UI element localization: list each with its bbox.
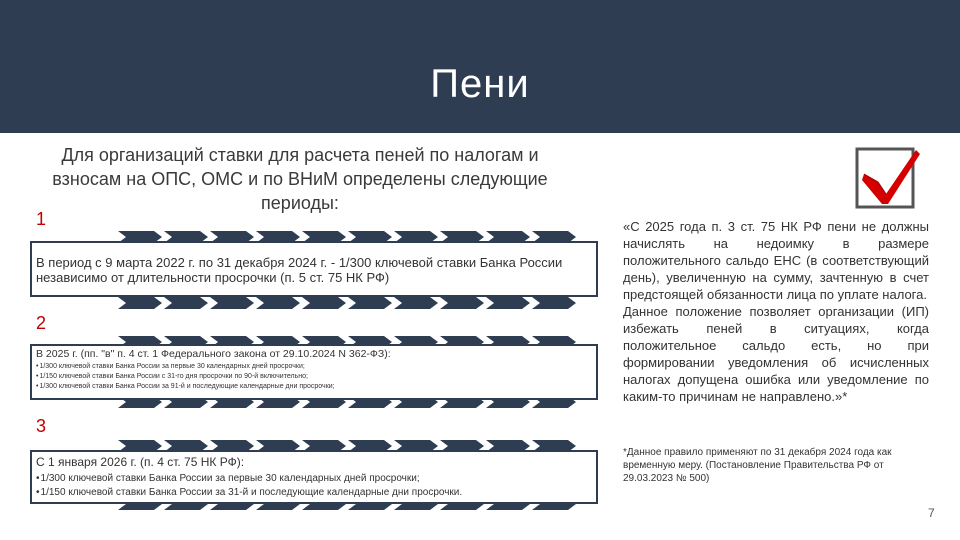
period-3-title: С 1 января 2026 г. (п. 4 ст. 75 НК РФ):: [36, 455, 245, 469]
footnote: *Данное правило применяют по 31 декабря 2024 года как временную меру. (Постановление Правительства РФ от 29.03.2023 № 500): [623, 447, 892, 484]
list-item: • 1/150 ключевой ставки Банка России с 31-го дня просрочки по 90-й включительно;: [36, 372, 592, 382]
slide-header: [0, 0, 960, 133]
page-number: 7: [928, 506, 935, 520]
period-3-list: [36, 472, 592, 500]
quote-block: [623, 218, 929, 405]
period-2-list: [36, 362, 592, 392]
checkmark-box-icon: [854, 146, 922, 212]
period-number-2: 2: [36, 313, 47, 333]
period-number-3: 3: [36, 416, 47, 436]
intro-text: Для организаций ставки для расчета пеней по налогам и взносам на ОПС, ОМС и по ВНиМ определены следующие периоды:: [52, 145, 548, 213]
quote-paragraph-2: Данное положение позволяет организации (ИП) избежать пеней в ситуациях, когда положительное сальдо есть, но при формировании уведомления об исчисленных налогах допущена ошибка или уведомление по каким-то причинам не направлено.»*: [623, 304, 929, 404]
list-item: • 1/300 ключевой ставки Банка России за первые 30 календарных дней просрочки;: [36, 472, 592, 486]
period-1-text: В период с 9 марта 2022 г. по 31 декабря 2024 г. - 1/300 ключевой ставки Банка России независимо от длительности просрочки (п. 5 ст. 75 НК РФ): [36, 255, 563, 285]
slide-title: Пени: [430, 62, 530, 106]
period-box-3: [30, 450, 598, 504]
period-number-1: 1: [36, 209, 47, 229]
period-box-2: [30, 344, 598, 400]
period-2-title: В 2025 г. (пп. "в" п. 4 ст. 1 Федерального закона от 29.10.2024 N 362-ФЗ):: [36, 348, 391, 360]
period-box-1: [30, 241, 598, 297]
quote-paragraph-1: «С 2025 года п. 3 ст. 75 НК РФ пени не должны начислять на недоимку в размере положительного сальдо ЕНС (в соответствующий день), увеличенную на сумму, зачтенную в счет предстоящей обязанности лица по уплате налога.: [623, 219, 929, 302]
list-item: • 1/300 ключевой ставки Банка России за первые 30 календарных дней просрочки;: [36, 362, 592, 372]
list-item: • 1/300 ключевой ставки Банка России за 91-й и последующие календарные дни просрочки;: [36, 382, 592, 392]
list-item: • 1/150 ключевой ставки Банка России за 31-й и последующие календарные дни просрочки.: [36, 486, 592, 500]
